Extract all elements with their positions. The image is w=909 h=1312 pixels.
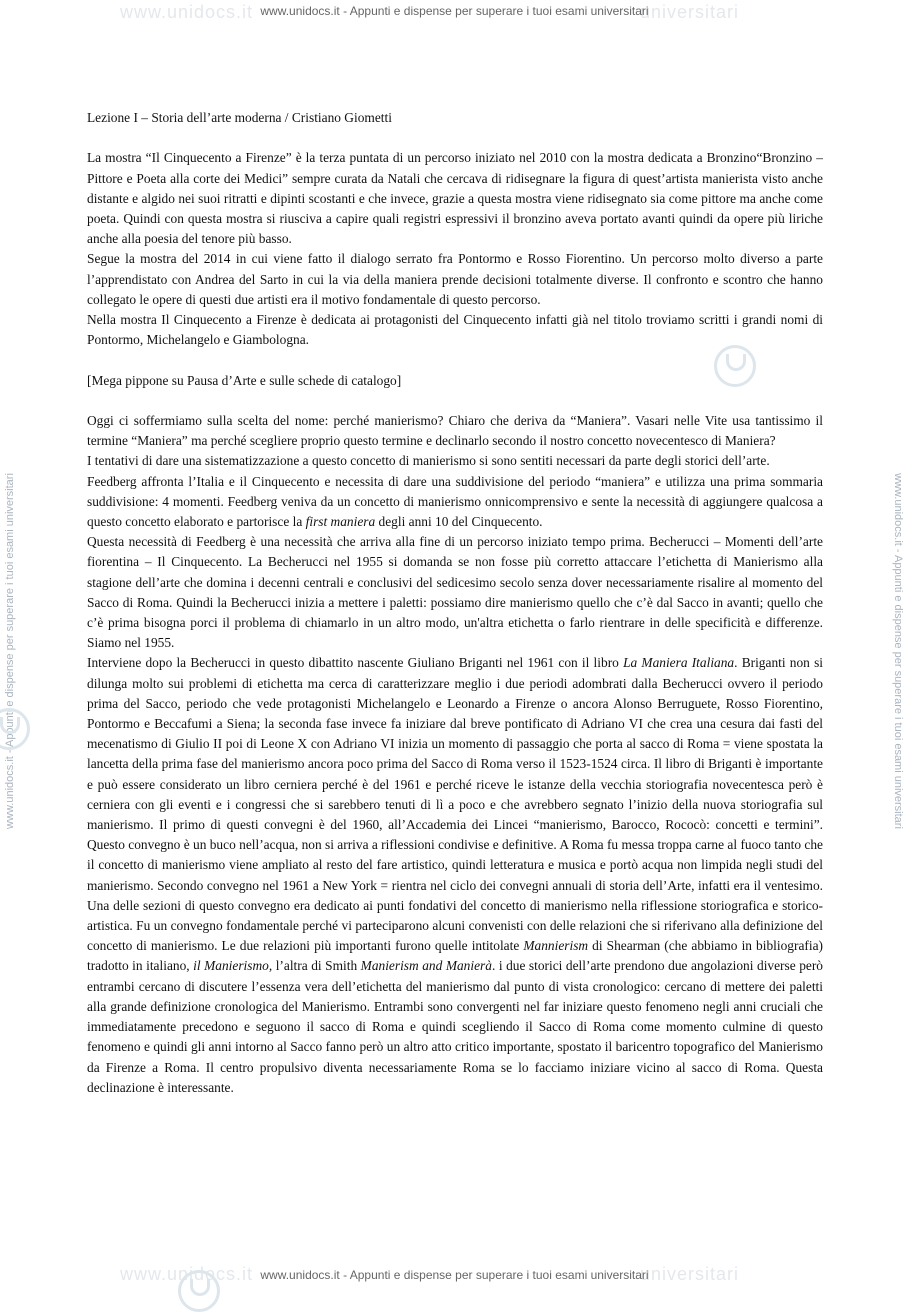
header-banner: www.unidocs.it - Appunti e dispense per superare i tuoi esami universitari: [260, 4, 649, 18]
watermark-top-left: www.unidocs.it: [120, 2, 254, 22]
bracket-note: [Mega pippone su Pausa d’Arte e sulle schede di catalogo]: [87, 372, 402, 388]
unidocs-logo-icon: [0, 708, 30, 750]
book-title: La Maniera Italiana: [623, 655, 735, 671]
side-watermark-left: www.unidocs.it - Appunti e dispense per superare i tuoi esami universitari: [4, 473, 16, 829]
unidocs-logo-icon: [178, 1270, 220, 1312]
footer-banner: www.unidocs.it - Appunti e dispense per superare i tuoi esami universitari: [260, 1268, 649, 1282]
lecture-title: Lezione I – Storia dell’arte moderna / Cristiano Giometti: [87, 110, 392, 125]
paper-title: Manierism and Manierà: [360, 958, 492, 974]
watermark-bottom-left: www.unidocs.it: [120, 1264, 254, 1284]
watermark-bottom-right: universitari: [640, 1264, 740, 1284]
paper-title: Mannierism: [523, 938, 589, 954]
paragraph: Segue la mostra del 2014 in cui viene fatto il dialogo serrato fra Pontormo e Rosso Fiorentino. Un percorso molto diverso a parte l’apprendistato con Andrea del Sarto in cui la via della maniera prende decisioni totalmente diverse. Il confronto e scontro che hanno collegato le opere di questi due artisti era il motivo fondamentale di questo percorso.: [87, 251, 823, 307]
document-body: [87, 108, 823, 1098]
paragraph: Oggi ci soffermiamo sulla scelta del nome: perché manierismo? Chiaro che deriva da “Maniera”. Vasari nelle Vite usa tantissimo il termine “Maniera” ma perché scegliere proprio questo termine e declinarlo secondo il nostro concetto novecentesco di Maniera?: [87, 413, 823, 449]
paragraph: Feedberg affronta l’Italia e il Cinquecento e necessita di dare una suddivisione del periodo “maniera” e utilizza una prima sommaria suddivisione: 4 momenti. Feedberg veniva da un concetto di manierismo onnicomprensivo e sente la necessità di aggiungere qualcosa a questo concetto elaborato e partorisce la first maniera degli anni 10 del Cinquecento.: [87, 473, 823, 530]
paragraph: La mostra “Il Cinquecento a Firenze” è la terza puntata di un percorso iniziato nel 2010 con la mostra dedicata a Bronzino“Bronzino – Pittore e Poeta alla corte dei Medici” sempre curata da Natali che cercava di ridisegnare la figura di quest’artista manierista visto anche distante e algido nei suoi ritratti e dipinti scostanti e che invece, grazie a questa mostra viene ridisegnato sia come pittore ma anche come poeta. Quindi con questa mostra si riusciva a capire quali registri espressivi il bronzino aveva portato avanti quindi da opere più liriche anche alla poesia del tenore più basso.: [87, 150, 823, 247]
book-title: il Manierismo: [193, 958, 269, 974]
paragraph: Nella mostra Il Cinquecento a Firenze è dedicata ai protagonisti del Cinquecento infatti già nel titolo troviamo scritti i grandi nomi di Pontormo, Michelangelo e Giambologna.: [87, 312, 823, 348]
paragraph: Questa necessità di Feedberg è una necessità che arriva alla fine di un percorso iniziato tempo prima. Becherucci – Momenti dell’arte fiorentina – Il Cinquecento. La Becherucci nel 1955 si domanda se non fosse più corretto attaccare l’etichetta di Manierismo alla stagione dell’arte che domina i decenni centrali e conclusivi del sedicesimo secolo senza dover necessariamente risalire al momento del Sacco di Roma. Quindi la Becherucci inizia a mettere i paletti: possiamo dire manierismo quello che c’è dal Sacco in avanti; quello che c’è prima bisogna porci il problema di chiamarlo in un altro modo, un'altra etichetta o farlo rientrare in delle specificità e differenze. Siamo nel 1955.: [87, 534, 823, 651]
italic-term: first maniera: [305, 514, 376, 530]
paragraph: Interviene dopo la Becherucci in questo dibattito nascente Giuliano Briganti nel 1961 con il libro La Maniera Italiana. Briganti non si dilunga molto sui problemi di etichetta ma cerca di caratterizzare meglio i due periodi adombrati dalla Becherucci ovvero il periodo prima del Sacco, periodo che vede protagonisti Michelangelo e Leonardo a Firenze o ancora Alonso Berruguete, Rosso Fiorentino, Pontormo e Beccafumi a Siena; la seconda fase invece fa iniziare dal breve pontificato di Adriano VI che crea una cesura dai fasti del mecenatismo di Giulio II poi di Leone X con Adriano VI inizia un momento di passaggio che porta al sacco di Roma = viene spostata la lancetta della prima fase del manierismo ancora poco prima del Sacco di Roma verso il 1523-1524 circa. Il libro di Briganti è importante e può essere considerato un libro cerniera perché è del 1961 e perché riceve le istanze della vecchia storiografia novecentesca però è cerniera con gli eventi e i congressi che si sarebbero tenuti di lì a poco e che avrebbero segnato l’inizio della nuova storiografia sul manierismo. Il primo di questi convegni è del 1960, all’Accademia dei Lincei “manierismo, Barocco, Rococò: concetti e termini”. Questo convegno è un buco nell’acqua, non si arriva a riflessioni condivise e definitive. A Roma fu messa troppa carne al fuoco tanto che il concetto di manierismo viene ampliato al resto del fare artistico, quindi letteratura e musica e portò acqua non limpida negli studi del manierismo. Secondo convegno nel 1961 a New York = rientra nel ciclo dei convegni annuali di storia dell’Arte, infatti era il ventesimo. Una delle sezioni di questo convegno era dedicato ai punti fondativi del concetto di manierismo nella riflessione storiografica e storico-artistica. Fu un convegno fondamentale perché vi parteciparono alcuni convenisti con delle relazioni che si riferivano alla definizione del concetto di manierismo. Le due relazioni più importanti furono quelle intitolate Mannierism di Shearman (che abbiamo in bibliografia) tradotto in italiano, il Manierismo, l’altra di Smith Manierism and Manierà. i due storici dell’arte prendono due angolazioni diverse però entrambi cercano di discutere l’essenza vera dell’etichetta del manierismo dal punto di vista cronologico: cercano di mettere dei paletti alla grande definizione cronologica del Manierismo. Entrambi sono convergenti nel far iniziare questo fenomeno negli anni cruciali che immediatamente precedono e seguono il sacco di Roma e quindi scegliendo il Sacco di Roma come momento culmine di questo fenomeno e quindi gli anni intorno al Sacco fanno però un altro atto critico importante, spostato il baricentro topografico del Manierismo da Firenze a Roma. Il centro propulsivo diventa necessariamente Roma se lo facciamo iniziare vicino al sacco di Roma. Questa declinazione è interessante.: [87, 655, 824, 1095]
paragraph: I tentativi di dare una sistematizzazione a questo concetto di manierismo si sono sentiti necessari da parte degli storici dell’arte.: [87, 453, 770, 469]
side-watermark-right: www.unidocs.it - Appunti e dispense per superare i tuoi esami universitari: [892, 473, 904, 829]
watermark-top-right: universitari: [640, 2, 740, 22]
